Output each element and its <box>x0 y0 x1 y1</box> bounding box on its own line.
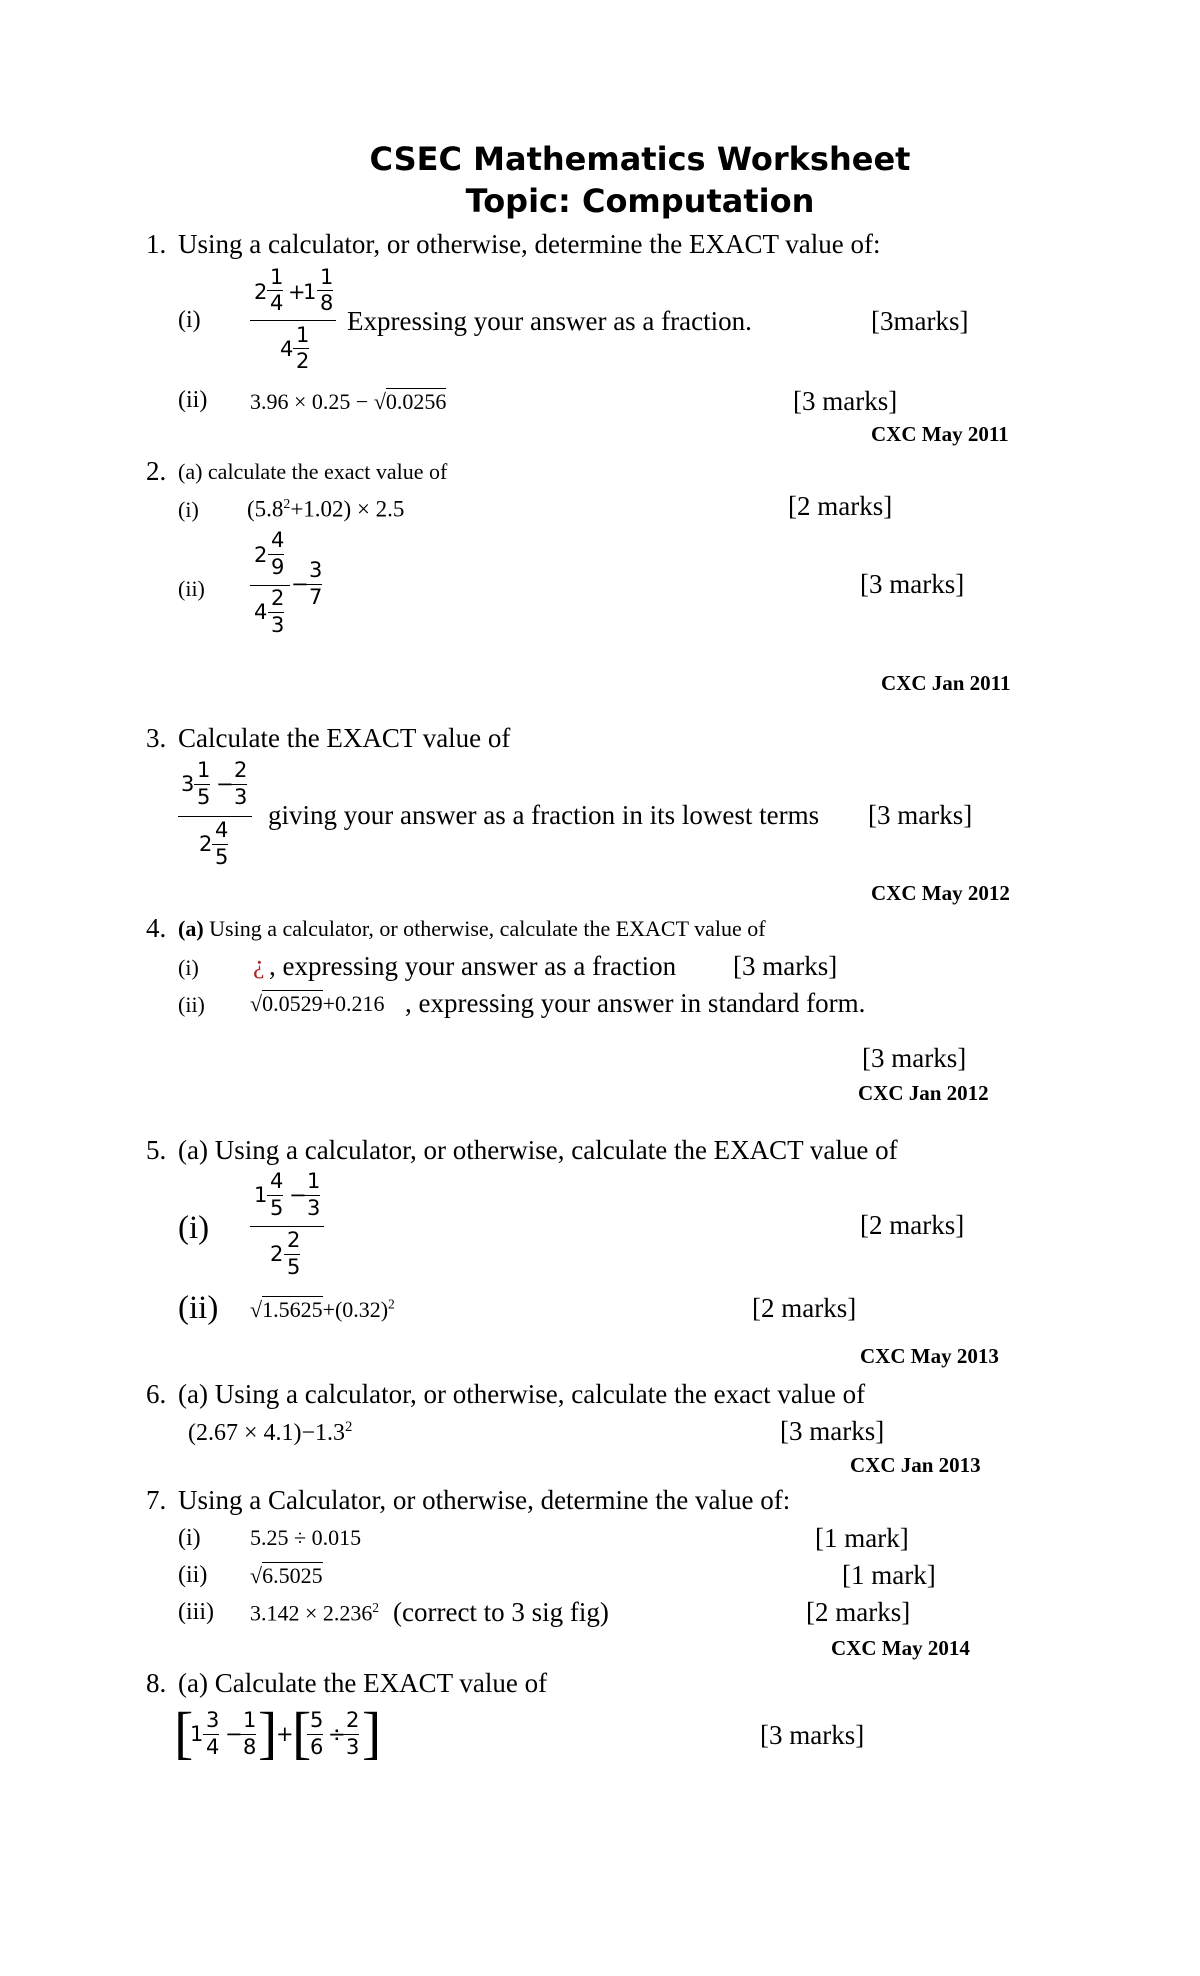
question-number: 8. <box>146 1668 167 1698</box>
numerator: 4 <box>215 818 229 842</box>
main-fraction-bar <box>178 816 252 817</box>
marks: [3 marks] <box>780 1416 885 1446</box>
instruction-note: , expressing your answer as a fraction <box>269 951 677 981</box>
whole-number: 4 <box>254 600 268 624</box>
question-number: 2. <box>146 456 167 486</box>
numerator: 4 <box>270 1169 284 1193</box>
denominator: 3 <box>234 785 248 809</box>
denominator: 3 <box>271 613 285 637</box>
exam-source: CXC May 2013 <box>860 1344 999 1368</box>
denominator: 9 <box>271 555 285 579</box>
part-label: (ii) <box>178 1290 219 1326</box>
part-label: (i) <box>178 307 201 333</box>
numerator: 2 <box>346 1708 360 1732</box>
exam-source: CXC Jan 2012 <box>858 1081 989 1105</box>
operator: − <box>291 572 309 596</box>
denominator: 5 <box>287 1255 301 1279</box>
marks: [3 marks] <box>733 951 838 981</box>
whole-number: 4 <box>280 337 294 361</box>
numerator: 1 <box>197 758 211 782</box>
whole-number: 2 <box>254 543 268 567</box>
whole-number: 1 <box>254 1183 268 1207</box>
expression: $(2.67 \times 4.1)-1.3^2$ <box>188 1419 353 1446</box>
left-bracket: [ <box>174 1700 194 1765</box>
question-number: 1. <box>146 229 167 259</box>
part-label: (i) <box>178 497 199 522</box>
instruction-note: , expressing your answer in standard form. <box>405 988 866 1018</box>
question-number: 6. <box>146 1379 167 1409</box>
instruction-note: Expressing your answer as a fraction. <box>347 306 752 336</box>
part-label: (ii) <box>178 387 208 413</box>
denominator: 4 <box>206 1735 220 1759</box>
numerator: 5 <box>310 1708 324 1732</box>
denominator: 5 <box>215 845 229 869</box>
exam-source: CXC Jan 2013 <box>850 1453 981 1477</box>
question-text: (a) Using a calculator, or otherwise, calculate the EXACT value of <box>178 1135 898 1165</box>
numerator: 2 <box>287 1228 301 1252</box>
numerator: 1 <box>296 323 310 347</box>
marks: [2 marks] <box>752 1293 857 1323</box>
question-text: (a) Calculate the EXACT value of <box>178 1668 548 1698</box>
expression: √6.5025 <box>250 1563 323 1588</box>
numerator: 1 <box>243 1708 257 1732</box>
denominator: 8 <box>243 1735 257 1759</box>
whole-number: 2 <box>199 832 213 856</box>
part-label: (ii) <box>178 576 205 601</box>
marks: [3marks] <box>871 306 969 336</box>
marks: [2 marks] <box>860 1210 965 1240</box>
denominator: 3 <box>346 1735 360 1759</box>
whole-number: 1 <box>190 1722 204 1746</box>
whole-number: 3 <box>181 772 195 796</box>
question-number: 5. <box>146 1135 167 1165</box>
marks: [3 marks] <box>868 800 973 830</box>
part-label: (i) <box>178 1525 201 1551</box>
denominator: 5 <box>197 785 211 809</box>
operator: + <box>288 280 306 304</box>
marks: [2 marks] <box>806 1597 911 1627</box>
part-label: (ii) <box>178 992 205 1017</box>
question-number: 3. <box>146 723 167 753</box>
whole-number: 2 <box>270 1242 284 1266</box>
expression: 3.96 × 0.25 − √0.0256 <box>250 389 447 414</box>
right-bracket: ] <box>362 1700 382 1765</box>
part-label: (iii) <box>178 1599 214 1625</box>
expression: $√1.5625+(0.32)^2$ <box>250 1296 395 1322</box>
numerator: 1 <box>270 265 284 289</box>
denominator: 8 <box>320 291 334 315</box>
expression: $3.142 \times 2.236^2$ <box>250 1600 380 1626</box>
right-bracket: ] <box>258 1700 278 1765</box>
numerator: 3 <box>309 558 323 582</box>
main-fraction-bar <box>250 320 336 321</box>
question-text: (a) calculate the exact value of <box>178 459 448 484</box>
exam-source: CXC May 2014 <box>831 1636 970 1660</box>
marks: [3 marks] <box>793 386 898 416</box>
exam-source: CXC Jan 2011 <box>881 671 1011 695</box>
numerator: 1 <box>307 1169 321 1193</box>
question-text: (a) Using a calculator, or otherwise, calculate the exact value of <box>178 1379 866 1409</box>
instruction-note: giving your answer as a fraction in its lowest terms <box>268 800 820 830</box>
numerator: 4 <box>271 528 285 552</box>
denominator: 4 <box>270 291 284 315</box>
operator: − <box>289 1183 307 1207</box>
marks: [3 marks] <box>860 569 965 599</box>
denominator: 3 <box>307 1196 321 1220</box>
marks: [1 mark] <box>815 1523 909 1553</box>
operator: + <box>276 1722 294 1746</box>
numerator: 3 <box>206 1708 220 1732</box>
denominator: 7 <box>309 585 323 609</box>
numerator: 1 <box>320 265 334 289</box>
exam-source: CXC May 2011 <box>871 422 1009 446</box>
main-fraction-bar <box>250 1226 324 1227</box>
denominator: 6 <box>310 1735 324 1759</box>
denominator: 2 <box>296 349 310 373</box>
denominator: 5 <box>270 1196 284 1220</box>
question-text: Using a Calculator, or otherwise, determine the value of: <box>178 1485 791 1515</box>
expression: √0.0529+0.216 <box>250 991 385 1016</box>
part-label: (i) <box>178 1210 210 1246</box>
instruction-note: (correct to 3 sig fig) <box>393 1597 609 1627</box>
marks: [3 marks] <box>760 1720 865 1750</box>
whole-number: 2 <box>254 280 268 304</box>
numerator: 2 <box>271 586 285 610</box>
whole-number: 1 <box>303 280 317 304</box>
page-topic: Topic: Computation <box>465 182 815 220</box>
missing-expression-glyph: ¿ <box>253 950 265 979</box>
expression: 5.25 ÷ 0.015 <box>250 1525 362 1550</box>
question-number: 4. <box>146 913 167 943</box>
question-text: (a) Using a calculator, or otherwise, calculate the EXACT value of <box>178 916 766 941</box>
page-title: CSEC Mathematics Worksheet <box>369 140 911 178</box>
left-bracket: [ <box>292 1700 312 1765</box>
numerator: 2 <box>234 758 248 782</box>
operator: ÷ <box>328 1722 346 1746</box>
part-label: (i) <box>178 955 199 980</box>
question-text: Using a calculator, or otherwise, determine the EXACT value of: <box>178 229 881 259</box>
marks: [2 marks] <box>788 491 893 521</box>
part-label: (ii) <box>178 1562 208 1588</box>
marks: [1 mark] <box>842 1560 936 1590</box>
exam-source: CXC May 2012 <box>871 881 1010 905</box>
operator: − <box>225 1722 243 1746</box>
expression: $(5.8^2+1.02) \times 2.5$ <box>247 496 405 522</box>
operator: − <box>216 772 234 796</box>
question-number: 7. <box>146 1485 167 1515</box>
marks: [3 marks] <box>862 1043 967 1073</box>
question-text: Calculate the EXACT value of <box>178 723 511 753</box>
